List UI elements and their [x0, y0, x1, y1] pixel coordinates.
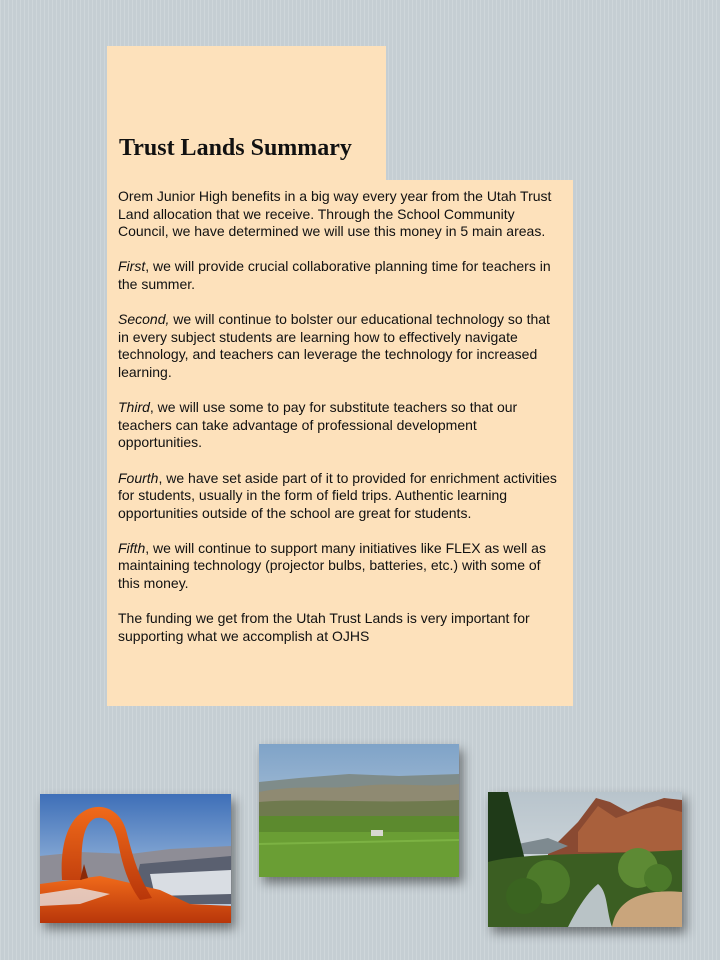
fourth-text: , we have set aside part of it to provided for enrichment activities for students, usually in the form of field trips. Authentic learning opportunities outside of the school are great for students.: [118, 469, 557, 521]
fifth-lead: Fifth: [118, 539, 146, 556]
third-paragraph: [118, 399, 564, 452]
fifth-text: , we will continue to support many initiatives like FLEX as well as maintaining technology (projector bulbs, batteries, etc.) with some of this money.: [118, 539, 546, 592]
page-title: Trust Lands Summary: [119, 135, 352, 161]
summary-panel-top: [107, 46, 386, 186]
fourth-paragraph: [118, 470, 564, 523]
third-text: , we will use some to pay for substitute teachers so that our teachers can take advantage of professional development opportunities.: [118, 399, 518, 451]
third-lead: Third: [118, 399, 150, 416]
summary-text: [118, 188, 564, 645]
second-paragraph: [118, 311, 564, 381]
first-text: , we will provide crucial collaborative planning time for teachers in the summer.: [118, 258, 551, 292]
intro-paragraph: Orem Junior High benefits in a big way every year from the Utah Trust Land allocation that we receive. Through the School Community Council, we have determined we will use this money in 5 main areas.: [118, 188, 552, 240]
valley-photo: [259, 744, 459, 877]
fourth-lead: Fourth: [118, 469, 159, 486]
closing-paragraph: The funding we get from the Utah Trust Lands is very important for supporting what we accomplish at OJHS: [118, 610, 530, 644]
first-lead: First: [118, 258, 146, 275]
second-lead: Second,: [118, 311, 170, 328]
second-text: we will continue to bolster our educational technology so that in every subject students are learning how to effectively navigate technology, and teachers can leverage the technology for increased learning.: [118, 311, 550, 380]
canyon-photo: [488, 792, 682, 927]
fifth-paragraph: [118, 540, 564, 593]
arch-photo: [40, 794, 231, 923]
first-paragraph: [118, 258, 564, 293]
